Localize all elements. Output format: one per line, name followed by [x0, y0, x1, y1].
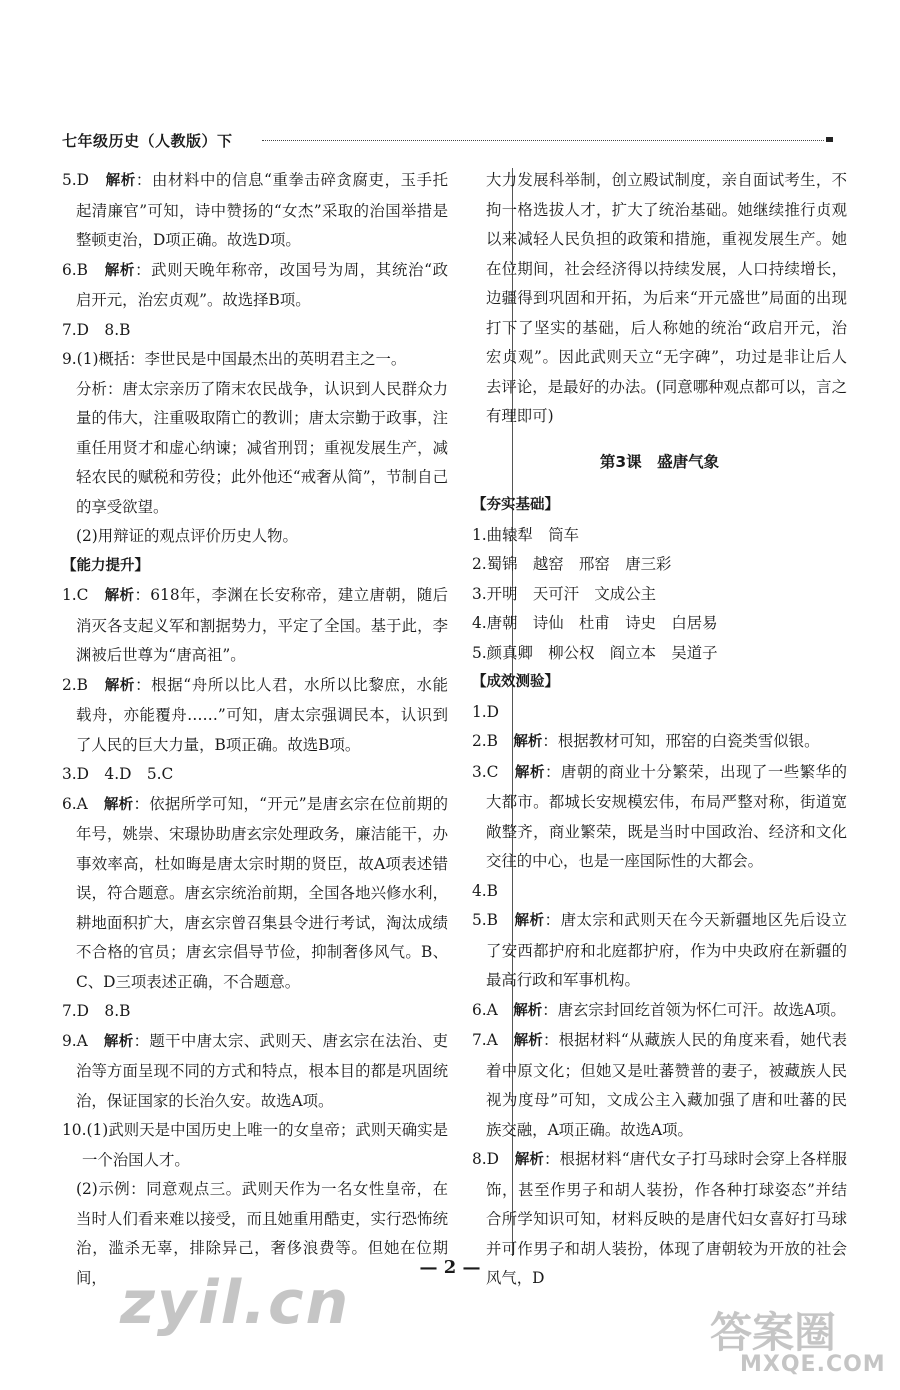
answer-item: 5.B 解析：唐太宗和武则天在今天新疆地区先后设立了安西都护府和北庭都护府，作为中央政府在新疆的最高行政和军事机构。 [472, 911, 847, 989]
page-number: — 2 — [419, 1257, 481, 1278]
watermark-left: zyil.cn [120, 1268, 351, 1338]
analysis-label: 解析 [513, 734, 543, 750]
answer-item: 1.C 解析：618年，李渊在长安称帝，建立唐朝，随后消灭各支起义军和割据势力，平定了全国。基于此，李渊被后世尊为“唐高祖”。 [62, 586, 448, 664]
analysis-label: 解析 [514, 764, 545, 781]
left-column [62, 166, 448, 1293]
answer-item: 1.D [472, 702, 500, 721]
answer-number: 2.B [472, 732, 498, 750]
basic-answer: 1.曲辕犁 筒车 [472, 525, 580, 544]
answer-number: 7.A [472, 1031, 498, 1049]
answer-number: 5.B [472, 911, 498, 929]
answer-text: 根据“舟所以比人君，水所以比黎庶，水能载舟，亦能覆舟……”可知，唐太宗强调民本，认识到了人民的巨大力量，B项正确。故选B项。 [76, 675, 448, 754]
answer-number: 3.C [472, 762, 499, 781]
answer-item: 3.D 4.D 5.C [62, 765, 174, 783]
answer-text: 根据材料“从藏族人民的角度来看，她代表着中原文化；但她又是吐蕃赞普的妻子，被藏族人民视为度母”可知，文成公主入藏加强了唐和吐蕃的民族交融，A项正确。故选A项。 [486, 1031, 847, 1139]
basic-answer: 3.开明 天可汗 文成公主 [472, 584, 656, 603]
answer-item: 2.B 解析：根据“舟所以比人君，水所以比黎庶，水能载舟，亦能覆舟……”可知，唐太宗强调民本，认识到了人民的巨大力量，B项正确。故选B项。 [62, 675, 448, 754]
answer-item: 5.D 解析：由材料中的信息“重拳击碎贪腐吏，玉手托起清廉官”可知，诗中赞扬的“女杰”采取的治国举措是整顿吏治，D项正确。故选D项。 [62, 171, 448, 249]
answer-item: 6.A 解析：依据所学可知，“开元”是唐玄宗在位前期的年号，姚崇、宋璟协助唐玄宗处理政务，廉洁能干，办事效率高，杜如晦是唐太宗时期的贤臣，故A项表述错误，符合题意。唐玄宗统治前期，全国各地兴修水利，耕地面积扩大，唐玄宗曾召集县令进行考试，淘汰成绩不合格的官员；唐玄宗倡导节俭，抑制奢侈风气。B、C、D三项表述正确，不合题意。 [62, 794, 448, 991]
analysis-label: 解析 [104, 262, 136, 279]
answer-text: 618年，李渊在长安称帝，建立唐朝，随后消灭各支起义军和割据势力，平定了全国。基于此，李渊被后世尊为“唐高祖”。 [76, 586, 448, 664]
analysis-label: 解析 [103, 1033, 134, 1050]
answer-item: 3.C 解析：唐朝的商业十分繁荣，出现了一些繁华的大都市。都城长安规模宏伟，布局严整对称，街道宽敞整齐，商业繁荣，既是当时中国政治、经济和文化交往的中心，也是一座国际性的大都会。 [472, 762, 847, 870]
basic-answer: 5.颜真卿 柳公权 阎立本 吴道子 [472, 643, 718, 662]
answer-subitem: (2)示例：同意观点三。武则天作为一名女性皇帝，在当时人们看来难以接受，而且她重用酷吏，实行恐怖统治，滥杀无辜，排除异己，奢侈浪费等。但她在位期间， [76, 1180, 448, 1287]
answer-item: 7.D 8.B [62, 1002, 131, 1020]
answer-item: 9.A 解析：题干中唐太宗、武则天、唐玄宗在法治、吏治等方面呈现不同的方式和特点，根本目的都是巩固统治，保证国家的长治久安。故选A项。 [62, 1031, 448, 1110]
analysis-label: 解析 [103, 796, 134, 813]
answer-item: 6.B 解析：武则天晚年称帝，改国号为周，其统治“政启开元，治宏贞观”。故选择B项。 [62, 260, 448, 309]
right-column [472, 166, 847, 1294]
answer-number: 6.A [472, 1000, 498, 1019]
answer-text: 唐玄宗封回纥首领为怀仁可汗。故选A项。 [557, 1000, 846, 1019]
analysis-label: 解析 [513, 1033, 543, 1049]
answer-subitem: (2)用辩证的观点评价历史人物。 [76, 527, 298, 545]
answer-text: 唐朝的商业十分繁荣，出现了一些繁华的大都市。都城长安规模宏伟，布局严整对称，街道宽敞整齐，商业繁荣，既是当时中国政治、经济和文化交往的中心，也是一座国际性的大都会。 [486, 762, 847, 870]
analysis-label: 解析 [105, 173, 136, 189]
answer-text: 根据教材可知，邢窑的白瓷类雪似银。 [557, 732, 820, 750]
answer-number: 2.B [62, 675, 88, 694]
section-title-test: 【成效测验】 [472, 674, 559, 690]
answer-number: 8.D [472, 1150, 500, 1168]
answer-item: 2.B 解析：根据教材可知，邢窑的白瓷类雪似银。 [472, 732, 820, 750]
lesson-title: 第3课 盛唐气象 [599, 452, 720, 471]
analysis-label: 解析 [104, 588, 135, 604]
answer-text: 题干中唐太宗、武则天、唐玄宗在法治、吏治等方面呈现不同的方式和特点，根本目的都是巩固统治，保证国家的长治久安。故选A项。 [76, 1031, 448, 1110]
basic-answer: 4.唐朝 诗仙 杜甫 诗史 白居易 [472, 614, 718, 632]
watermark-right-url: MXQE.COM [740, 1352, 886, 1377]
answer-text: 由材料中的信息“重拳击碎贪腐吏，玉手托起清廉官”可知，诗中赞扬的“女杰”采取的治国举措是整顿吏治，D项正确。故选D项。 [76, 171, 448, 249]
analysis-label: 解析 [513, 1002, 543, 1019]
continued-paragraph: 大力发展科举制，创立殿试制度，亲自面试考生，不拘一格选拔人才，扩大了统治基础。她继续推行贞观以来减轻人民负担的政策和措施，重视发展生产。她在位期间，社会经济得以持续发展，人口持续增长，边疆得到巩固和开拓，为后来“开元盛世”局面的出现打下了坚实的基础，后人称她的统治“政启开元，治宏贞观”。因此武则天立“无字碑”，功过是非让后人去评论，是最好的办法。(同意哪种观点都可以，言之有理即可) [486, 171, 847, 425]
answer-number: 6.B [62, 260, 88, 279]
answer-item: 6.A 解析：唐玄宗封回纥首领为怀仁可汗。故选A项。 [472, 1000, 846, 1019]
analysis-label: 解析 [104, 677, 136, 694]
page-header-title: 七年级历史（人教版）下 [62, 132, 233, 150]
section-title-ability: 【能力提升】 [62, 557, 149, 574]
answer-text: 根据材料“唐代女子打马球时会穿上各样服饰，甚至作男子和胡人装扮，作各种打球姿态”并结合所学知识可知，材料反映的是唐代妇女喜好打马球并可作男子和胡人装扮，体现了唐朝较为开放的社会风气，D [486, 1150, 848, 1287]
answer-number: 5.D [62, 171, 90, 189]
answer-number: 1.C [62, 586, 89, 604]
watermark-right-logo: 答案圈 [710, 1308, 837, 1357]
answer-item: 8.D 解析：根据材料“唐代女子打马球时会穿上各样服饰，甚至作男子和胡人装扮，作各种打球姿态”并结合所学知识可知，材料反映的是唐代妇女喜好打马球并可作男子和胡人装扮，体现了唐朝较为开放的社会风气，D [472, 1150, 848, 1287]
answer-item: 10.(1)武则天是中国历史上唯一的女皇帝；武则天确实是一个治国人才。 [62, 1121, 448, 1169]
answer-item: 4.B [472, 881, 498, 900]
header-dotted-rule [262, 140, 824, 141]
answer-number: 6.A [62, 794, 88, 813]
analysis-label: 解析 [514, 1152, 545, 1168]
answer-text: 依据所学可知，“开元”是唐玄宗在位前期的年号，姚崇、宋璟协助唐玄宗处理政务，廉洁能干，办事效率高，杜如晦是唐太宗时期的贤臣，故A项表述错误，符合题意。唐玄宗统治前期，全国各地兴修水利，耕地面积扩大，唐玄宗曾召集县令进行考试，淘汰成绩不合格的官员；唐玄宗倡导节俭，抑制奢侈风气。B、C、D三项表述正确，不合题意。 [76, 794, 448, 991]
header-rule-end-mark [826, 137, 833, 142]
answer-item: 9.(1)概括：李世民是中国最杰出的英明君主之一。 [62, 350, 407, 368]
answer-text: 唐太宗和武则天在今天新疆地区先后设立了安西都护府和北庭都护府，作为中央政府在新疆的最高行政和军事机构。 [486, 911, 847, 989]
answer-subitem: 分析：唐太宗亲历了隋末农民战争，认识到人民群众力量的伟大，注重吸取隋亡的教训；唐太宗勤于政事，注重任用贤才和虚心纳谏；减省刑罚；重视发展生产，减轻农民的赋税和劳役；此外他还“戒奢从简”，节制自己的享受欲望。 [76, 379, 448, 516]
basic-answer: 2.蜀锦 越窑 邢窑 唐三彩 [472, 555, 672, 573]
answer-number: 9.A [62, 1031, 88, 1050]
section-title-basics: 【夯实基础】 [472, 497, 559, 513]
answer-item: 7.D 8.B [62, 320, 131, 339]
answer-text: 武则天晚年称帝，改国号为周，其统治“政启开元，治宏贞观”。故选择B项。 [76, 260, 448, 309]
answer-item: 7.A 解析：根据材料“从藏族人民的角度来看，她代表着中原文化；但她又是吐蕃赞普的妻子，被藏族人民视为度母”可知，文成公主入藏加强了唐和吐蕃的民族交融，A项正确。故选A项。 [472, 1031, 847, 1139]
analysis-label: 解析 [514, 913, 545, 929]
